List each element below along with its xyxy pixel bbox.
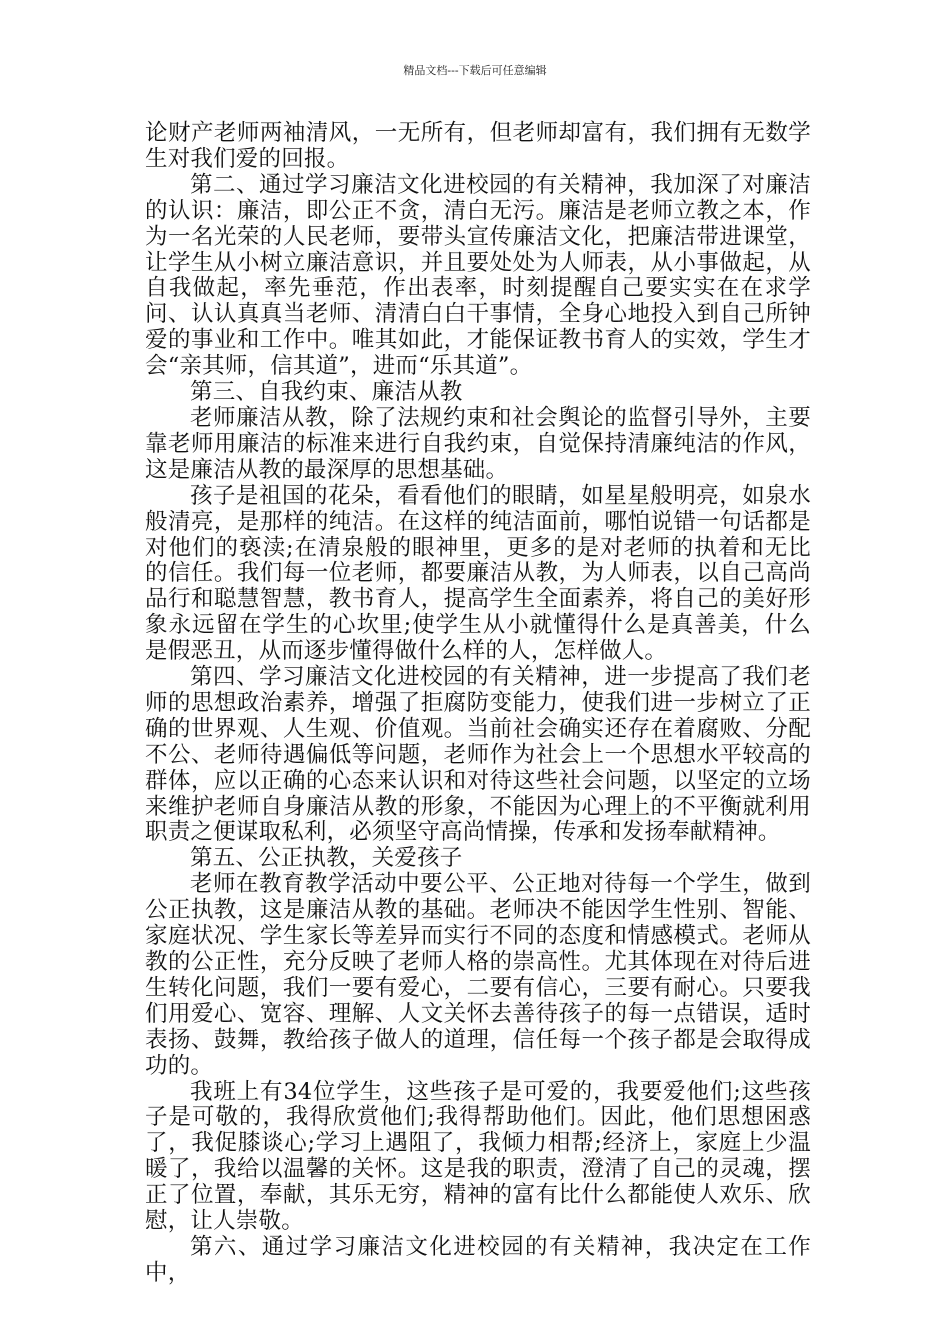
document-body [145,121,811,1287]
paragraph-5: 孩子是祖国的花朵，看看他们的眼睛，如星星般明亮，如泉水般清亮，是那样的纯洁。在这样的纯洁面前，哪怕说错一句话都是对他们的亵渎;在清泉般的眼神里，更多的是对老师的执着和无比的信任。我们每一位老师，都要廉洁从教，为人师表，以自己高尚品行和聪慧智慧，教书育人，提高学生全面素养，将自己的美好形象永远留在学生的心坎里;使学生从小就懂得什么是真善美，什么是假恶丑，从而逐步懂得做什么样的人，怎样做人。 [145,482,811,665]
paragraph-9: 我班上有34位学生，这些孩子是可爱的，我要爱他们;这些孩子是可敬的，我得欣赏他们;我得帮助他们。因此，他们思想困惑了，我促膝谈心;学习上遇阻了，我倾力相帮;经济上，家庭上少温暖了，我给以温馨的关怀。这是我的职责，澄清了自己的灵魂，摆正了位置，奉献，其乐无穷，精神的富有比什么都能使人欢乐、欣慰，让人崇敬。 [145,1078,811,1235]
paragraph-6: 第四、学习廉洁文化进校园的有关精神，进一步提高了我们老师的思想政治素养，增强了拒腐防变能力，使我们进一步树立了正确的世界观、人生观、价值观。当前社会确实还存在着腐败、分配不公、老师待遇偏低等问题，老师作为社会上一个思想水平较高的群体，应以正确的心态来认识和对待这些社会问题，以坚定的立场来维护老师自身廉洁从教的形象，不能因为心理上的不平衡就利用职责之便谋取私利，必须坚守高尚情操，传承和发扬奉献精神。 [145,664,811,846]
paragraph-8: 老师在教育教学活动中要公平、公正地对待每一个学生，做到公正执教，这是廉洁从教的基础。老师决不能因学生性别、智能、家庭状况、学生家长等差异而实行不同的态度和情感模式。老师从教的公正性，充分反映了老师人格的崇高性。尤其体现在对待后进生转化问题，我们一要有爱心，二要有信心，三要有耐心。只要我们用爱心、宽容、理解、人文关怀去善待孩子的每一点错误，适时表扬、鼓舞，教给孩子做人的道理，信任每一个孩子都是会取得成功的。 [145,871,811,1079]
paragraph-10: 第六、通过学习廉洁文化进校园的有关精神，我决定在工作中， [145,1233,811,1286]
page-header: 精品文档---下载后可任意编辑 [403,64,547,77]
section-heading-3: 第三、自我约束、廉洁从教 [190,379,463,406]
paragraph-4: 老师廉洁从教，除了法规约束和社会舆论的监督引导外，主要靠老师用廉洁的标准来进行自我约束，自觉保持清廉纯洁的作风，这是廉洁从教的最深厚的思想基础。 [145,404,811,483]
paragraph-2: 第二、通过学习廉洁文化进校园的有关精神，我加深了对廉洁的认识：廉洁，即公正不贪，清白无污。廉洁是老师立教之本，作为一名光荣的人民老师，要带头宣传廉洁文化，把廉洁带进课堂，让学生从小树立廉洁意识，并且要处处为人师表，从小事做起，从自我做起，率先垂范，作出表率，时刻提醒自己要实实在在求学问、认认真真当老师、清清白白干事情，全身心地投入到自己所钟爱的事业和工作中。唯其如此，才能保证教书育人的实效，学生才会“亲其师，信其道”，进而“乐其道”。 [145,171,811,380]
section-heading-5: 第五、公正执教，关爱孩子 [190,845,463,872]
paragraph-1: 论财产老师两袖清风，一无所有，但老师却富有，我们拥有无数学生对我们爱的回报。 [145,120,811,172]
